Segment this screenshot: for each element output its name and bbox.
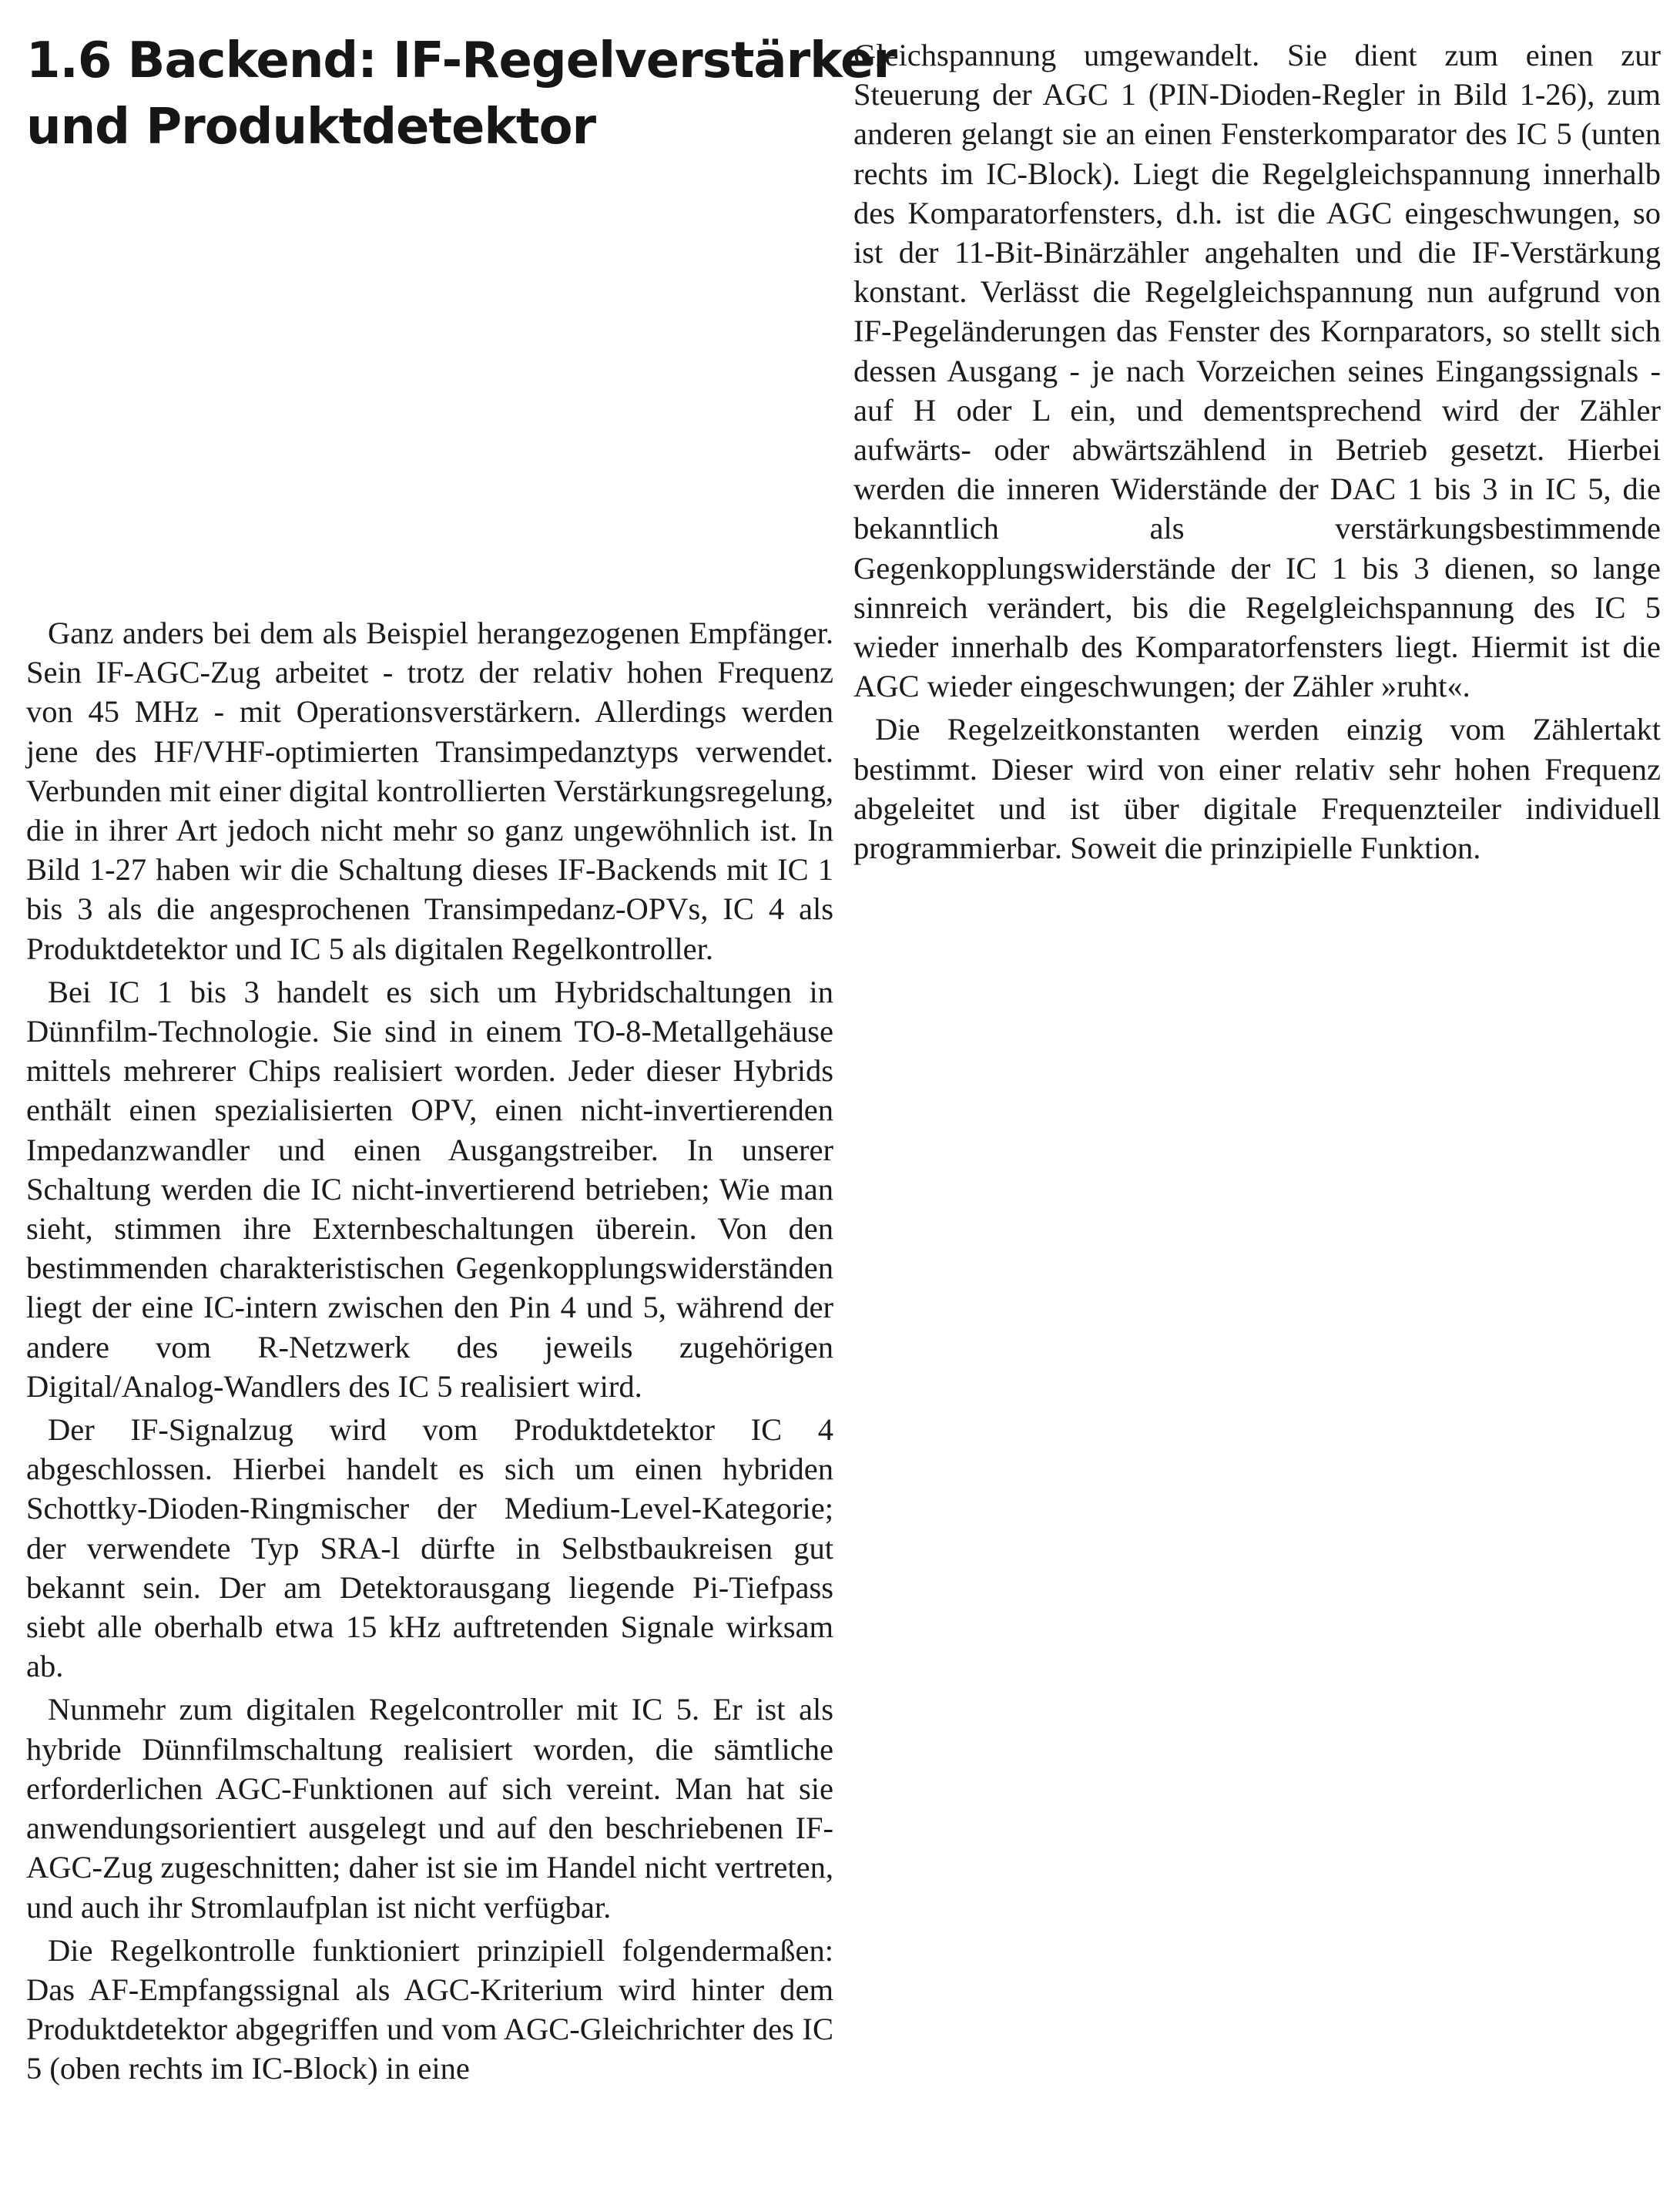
paragraph-time-constants: Die Regelzeitkonstanten werden einzig vom Zählertakt bestimmt. Dieser wird von einer relativ sehr hohen Frequenz abgeleitet und ist über digitale Frequenzteiler individuell programmierbar. Soweit die prinzipielle Funktion. [853,712,1661,866]
paragraph-digital-controller: Nunmehr zum digitalen Regelcontroller mit IC 5. Er ist als hybride Dünnfilmschaltung realisiert worden, die sämtliche erforderlichen AGC-Funktionen auf sich vereint. Man hat sie anwendungsorientiert ausgelegt und auf den beschriebenen IF-AGC-Zug zugeschnitten; daher ist sie im Handel nicht vertreten, und auch ihr Stromlaufplan ist nicht verfügbar. [26,1692,833,1925]
paragraph-continuation: Gleichspannung umgewandelt. Sie dient zum einen zur Steuerung der AGC 1 (PIN-Dioden-Regler in Bild 1-26), zum anderen gelangt sie an einen Fensterkomparator des IC 5 (unten rechts im IC-Block). Liegt die Regelgleichspannung innerhalb des Komparatorfensters, d.h. ist die AGC eingeschwungen, so ist der 11-Bit-Binärzähler angehalten und die IF-Verstärkung konstant. Verlässt die Regelgleichspannung nun aufgrund von IF-Pegeländerungen das Fenster des Kornparators, so stellt sich dessen Ausgang - je nach Vorzeichen seines Eingangssignals - auf H oder L ein, und dementsprechend wird der Zähler aufwärts- oder abwärtszählend in Betrieb gesetzt. Hierbei werden die inneren Widerstände der DAC 1 bis 3 in IC 5, die bekanntlich als verstärkungsbestimmende Gegenkopplungswiderstände der IC 1 bis 3 dienen, so lange sinnreich verändert, bis die Regelgleichspannung des IC 5 wieder innerhalb des Komparatorfensters liegt. Hiermit ist die AGC wieder eingeschwungen; der Zähler »ruht«. [853,38,1661,704]
paragraph-product-detector: Der IF-Signalzug wird vom Produktdetektor IC 4 abgeschlossen. Hierbei handelt es sich um einen hybriden Schottky-Dioden-Ringmischer der Medium-Level-Kategorie; der verwendete Typ SRA-l dürfte in Selbstbaukreisen gut bekannt sein. Der am Detektorausgang liegende Pi-Tiefpass siebt alle oberhalb etwa 15 kHz auftretenden Signale wirksam ab. [26,1412,833,1684]
section-heading-line-2: und Produktdetektor [26,99,596,156]
left-column [26,613,833,2093]
section-heading-line-1: 1.6 Backend: IF-Regelverstärker [26,32,897,89]
right-column [853,35,1661,871]
paragraph-control-principle: Die Regelkontrolle funktioniert prinzipiell folgendermaßen: Das AF-Empfangssignal als AGC-Kriterium wird hinter dem Produktdetektor abgegriffen und vom AGC-Gleichrichter des IC 5 (oben rechts im IC-Block) in eine [26,1932,833,2086]
paragraph-intro-receiver: Ganz anders bei dem als Beispiel herangezogenen Empfänger. Sein IF-AGC-Zug arbeitet - trotz der relativ hohen Frequenz von 45 MHz - mit Operationsverstärkern. Allerdings werden jene des HF/VHF-optimierten Transimpedanztyps verwendet. Verbunden mit einer digital kontrollierten Verstärkungsregelung, die in ihrer Art jedoch nicht mehr so ganz ungewöhnlich ist. In Bild 1-27 haben wir die Schaltung dieses IF-Backends mit IC 1 bis 3 als die angesprochenen Transimpedanz-OPVs, IC 4 als Produktdetektor und IC 5 als digitalen Regelkontroller. [26,616,833,966]
section-heading [26,28,897,160]
paragraph-hybrid-circuits: Bei IC 1 bis 3 handelt es sich um Hybridschaltungen in Dünnfilm-Technologie. Sie sind in einem TO-8-Metallgehäuse mittels mehrerer Chips realisiert worden. Jeder dieser Hybrids enthält einen spezialisierten OPV, einen nicht-invertierenden Impedanzwandler und einen Ausgangstreiber. In unserer Schaltung werden die IC nicht-invertierend betrieben; Wie man sieht, stimmen ihre Externbeschaltungen überein. Von den bestimmenden charakteristischen Gegenkopplungswiderständen liegt der eine IC-intern zwischen den Pin 4 und 5, während der andere vom R-Netzwerk des jeweils zugehörigen Digital/Analog-Wandlers des IC 5 realisiert wird. [26,974,833,1404]
